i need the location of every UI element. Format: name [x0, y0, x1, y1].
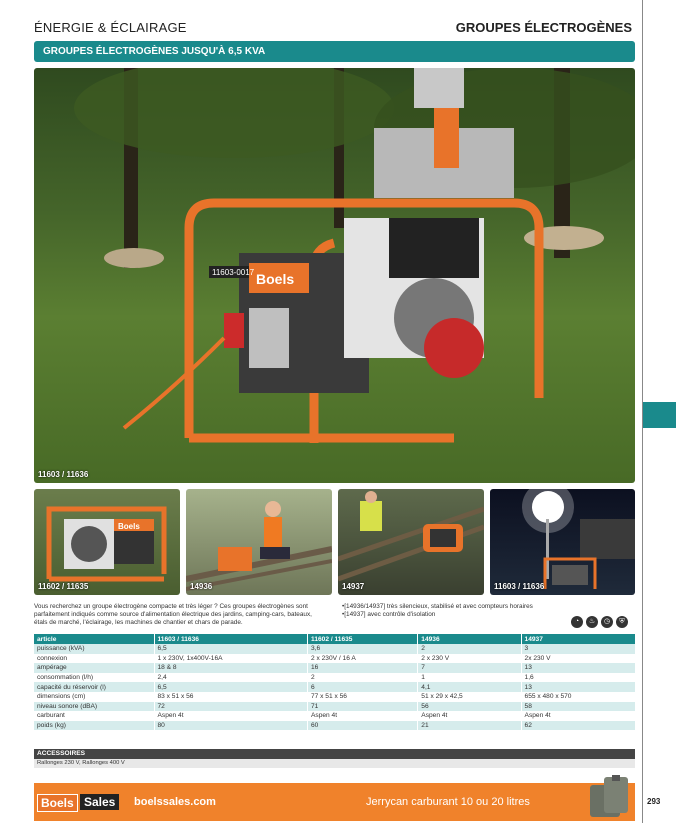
- table-cell: 6,5: [154, 644, 308, 654]
- footer-banner: [34, 783, 635, 821]
- table-cell: 18 & 8: [154, 663, 308, 673]
- table-row: [34, 654, 635, 664]
- thumb-night-lighting: [490, 489, 635, 595]
- gauge-icon: ◔: [571, 616, 583, 628]
- table-cell: 2x 230 V: [521, 654, 635, 664]
- page-title: GROUPES ÉLECTROGÈNES: [455, 20, 632, 35]
- plate-number: 11603-0017: [212, 268, 255, 277]
- subheader-bar: GROUPES ÉLECTROGÈNES JUSQU'À 6,5 KVA: [34, 41, 635, 62]
- table-cell: 1 x 230V, 1x400V-16A: [154, 654, 308, 664]
- thumb1-caption: 11602 / 11635: [38, 582, 89, 591]
- thumb-generator-3kva: [34, 489, 180, 595]
- table-header: article: [34, 634, 154, 644]
- page-number: 293: [647, 797, 661, 806]
- table-header: 11602 / 11635: [308, 634, 418, 644]
- table-row: [34, 721, 635, 731]
- table-cell: 72: [154, 702, 308, 712]
- table-cell: 1,6: [521, 673, 635, 683]
- section-title: ÉNERGIE & ÉCLAIRAGE: [34, 20, 187, 35]
- timer-icon: ◷: [601, 616, 613, 628]
- fuel-icon: ♨: [586, 616, 598, 628]
- thumb-worker-track: [186, 489, 332, 595]
- table-cell: 2: [308, 673, 418, 683]
- table-cell: 21: [418, 721, 521, 731]
- table-cell: Aspen 4t: [154, 711, 308, 721]
- thumb-worker-rail: [338, 489, 484, 595]
- table-cell: 4,1: [418, 682, 521, 692]
- table-cell: 655 x 480 x 570: [521, 692, 635, 702]
- main-photo-caption: 11603 / 11636: [38, 470, 89, 479]
- table-cell: Aspen 4t: [418, 711, 521, 721]
- table-row: [34, 711, 635, 721]
- sales-logo: Sales: [80, 794, 119, 810]
- table-cell: 77 x 51 x 56: [308, 692, 418, 702]
- table-cell: 71: [308, 702, 418, 712]
- accessories-text: Rallonges 230 V, Rallonges 400 V: [34, 759, 635, 768]
- table-cell: 6,5: [154, 682, 308, 692]
- table-cell: 51 x 29 x 42,5: [418, 692, 521, 702]
- section-tab: [643, 402, 676, 428]
- table-header: 11603 / 11636: [154, 634, 308, 644]
- spec-table: [34, 634, 635, 730]
- table-cell: capacité du réservoir (l): [34, 682, 154, 692]
- table-cell: 1: [418, 673, 521, 683]
- table-header: 14936: [418, 634, 521, 644]
- table-cell: 3: [521, 644, 635, 654]
- table-row: [34, 692, 635, 702]
- table-header-row: [34, 634, 635, 644]
- thumb1-logo: Boels: [118, 522, 140, 531]
- table-row: [34, 702, 635, 712]
- table-cell: 3,6: [308, 644, 418, 654]
- table-cell: consommation (l/h): [34, 673, 154, 683]
- table-cell: puissance (kVA): [34, 644, 154, 654]
- table-cell: connexion: [34, 654, 154, 664]
- table-cell: niveau sonore (dBA): [34, 702, 154, 712]
- generator-illustration: [34, 68, 635, 483]
- table-header: 14937: [521, 634, 635, 644]
- spec-icons: [571, 616, 628, 628]
- feature-list: [342, 603, 572, 619]
- table-cell: 60: [308, 721, 418, 731]
- intro-text: Vous recherchez un groupe électrogène compacte et très léger ? Ces groupes électrogènes sont parfaitement indiqués comme source d'alimentation électrique des jardins, camping-cars, bateaux, étals de marché, l'éclairage, les machines de chantier et chars de parade.: [34, 603, 312, 627]
- table-cell: 56: [418, 702, 521, 712]
- table-cell: 80: [154, 721, 308, 731]
- table-cell: 6: [308, 682, 418, 692]
- footer-promo: Jerrycan carburant 10 ou 20 litres: [366, 796, 530, 808]
- accessories-title: ACCESSOIRES: [34, 749, 635, 759]
- table-cell: dimensions (cm): [34, 692, 154, 702]
- table-row: [34, 644, 635, 654]
- table-row: [34, 673, 635, 683]
- main-logo: Boels: [256, 271, 295, 287]
- main-generator-photo: [34, 68, 635, 483]
- table-row: [34, 682, 635, 692]
- table-cell: 58: [521, 702, 635, 712]
- table-cell: 62: [521, 721, 635, 731]
- table-cell: 13: [521, 682, 635, 692]
- table-cell: poids (kg): [34, 721, 154, 731]
- table-cell: 2: [418, 644, 521, 654]
- thumb1-illustration: [34, 489, 180, 595]
- table-cell: 2 x 230V / 16 A: [308, 654, 418, 664]
- thumb2-illustration: [186, 489, 332, 595]
- table-cell: ampérage: [34, 663, 154, 673]
- table-cell: 16: [308, 663, 418, 673]
- boels-logo: Boels: [37, 794, 78, 812]
- thumb3-caption: 14937: [342, 582, 365, 591]
- thumb4-illustration: [490, 489, 635, 595]
- table-cell: Aspen 4t: [308, 711, 418, 721]
- table-cell: carburant: [34, 711, 154, 721]
- table-cell: 2,4: [154, 673, 308, 683]
- thumb3-illustration: [338, 489, 484, 595]
- table-cell: Aspen 4t: [521, 711, 635, 721]
- feature-item: • [14937] avec contrôle d'isolation: [342, 611, 572, 619]
- table-cell: 83 x 51 x 56: [154, 692, 308, 702]
- jerrycan-icon: [582, 775, 632, 819]
- table-row: [34, 663, 635, 673]
- table-cell: 13: [521, 663, 635, 673]
- thumb4-caption: 11603 / 11636: [494, 582, 545, 591]
- table-cell: 7: [418, 663, 521, 673]
- feature-item: • [14936/14937] très silencieux, stabilisé et avec compteurs horaires: [342, 603, 572, 611]
- thumb2-caption: 14936: [190, 582, 213, 591]
- table-cell: 2 x 230 V: [418, 654, 521, 664]
- footer-url[interactable]: boelssales.com: [134, 796, 216, 808]
- shield-icon: ⛨: [616, 616, 628, 628]
